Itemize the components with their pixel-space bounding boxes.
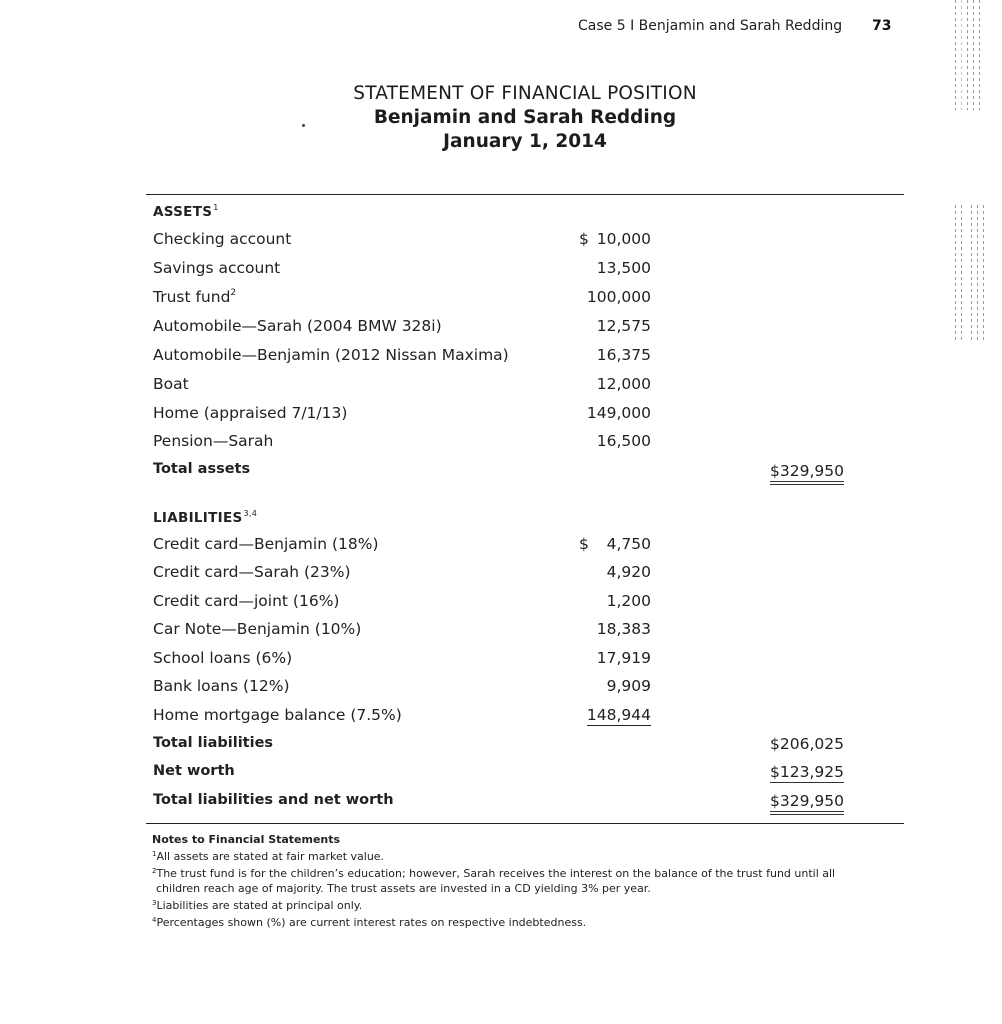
- total-assets-value: $329,950: [760, 462, 844, 480]
- asset-label: Trust fund$^2$: [153, 288, 237, 306]
- liabilities-heading: LIABILITIES$^{3,4}$: [153, 509, 258, 526]
- asset-amount: 13,500: [596, 259, 651, 277]
- note-item: $^1$All assets are stated at fair market value.: [152, 850, 385, 863]
- asset-amount: 12,000: [596, 375, 651, 393]
- asset-amount: 12,575: [596, 317, 651, 335]
- asset-label: Pension—Sarah: [153, 432, 274, 450]
- statement-title-block: [320, 82, 730, 154]
- net-worth-value: $123,925: [770, 763, 844, 781]
- asset-amount: 16,500: [596, 432, 651, 450]
- total-liabilities-label: Total liabilities: [153, 735, 274, 751]
- liability-amount: $ 4,750: [579, 535, 651, 553]
- notes-title: Notes to Financial Statements: [152, 833, 341, 846]
- asset-amount: 149,000: [586, 404, 651, 422]
- asset-label: Boat: [153, 375, 189, 393]
- statement-title: STATEMENT OF FINANCIAL POSITION: [353, 83, 697, 104]
- liability-amount: 148,944: [586, 706, 651, 724]
- asset-label: Home (appraised 7/1/13): [153, 404, 348, 422]
- notes-section: [152, 832, 892, 930]
- bottom-rule: [146, 823, 904, 824]
- liability-label: Bank loans (12%): [153, 677, 290, 695]
- asset-amount: $ 10,000: [579, 230, 651, 248]
- running-head: Case 5 I Benjamin and Sarah Redding: [578, 18, 843, 34]
- liability-label: School loans (6%): [153, 649, 293, 667]
- liability-label: Credit card—joint (16%): [153, 592, 340, 610]
- asset-amount: 16,375: [596, 346, 651, 364]
- top-rule: [146, 194, 904, 195]
- footnote-ref: 1: [213, 203, 219, 212]
- footnote-ref: 3,4: [243, 509, 258, 518]
- liability-amount: 4,920: [606, 563, 651, 581]
- liability-amount: 9,909: [606, 677, 651, 695]
- currency-symbol: $: [579, 535, 589, 553]
- note-item: $^4$Percentages shown (%) are current interest rates on respective indebtedness.: [152, 916, 587, 929]
- currency-symbol: $: [579, 230, 589, 248]
- liability-label: Home mortgage balance (7.5%): [153, 706, 402, 724]
- liability-amount: 17,919: [596, 649, 651, 667]
- scan-speck: [302, 124, 305, 127]
- statement-date: January 1, 2014: [443, 131, 607, 152]
- scan-artifact-marks: [955, 0, 995, 345]
- liability-amount: 18,383: [596, 620, 651, 638]
- liability-label: Car Note—Benjamin (10%): [153, 620, 362, 638]
- net-worth-label: Net worth: [153, 763, 235, 779]
- note-item-continued: children reach age of majority. The trust assets are invested in a CD yielding 3% per year.: [156, 882, 651, 895]
- liability-label: Credit card—Sarah (23%): [153, 563, 351, 581]
- note-item: $^3$Liabilities are stated at principal only.: [152, 899, 363, 912]
- page-number: 73: [872, 18, 892, 34]
- footnote-ref: 2: [230, 288, 237, 298]
- total-assets-label: Total assets: [153, 461, 251, 477]
- total-liabilities-value: $206,025: [770, 735, 844, 753]
- grand-total-value: $329,950: [760, 792, 844, 810]
- assets-heading: ASSETS$^1$: [153, 203, 219, 220]
- asset-label: Automobile—Sarah (2004 BMW 328i): [153, 317, 442, 335]
- liability-amount: 1,200: [606, 592, 651, 610]
- asset-amount: 100,000: [586, 288, 651, 306]
- asset-label: Savings account: [153, 259, 281, 277]
- statement-names: Benjamin and Sarah Redding: [373, 107, 677, 128]
- asset-label: Automobile—Benjamin (2012 Nissan Maxima): [153, 346, 509, 364]
- note-item: $^2$The trust fund is for the children’s education; however, Sarah receives the interest on the balance of the trust fund until all: [152, 867, 836, 880]
- liability-label: Credit card—Benjamin (18%): [153, 535, 379, 553]
- grand-total-label: Total liabilities and net worth: [153, 792, 394, 808]
- asset-label: Checking account: [153, 230, 292, 248]
